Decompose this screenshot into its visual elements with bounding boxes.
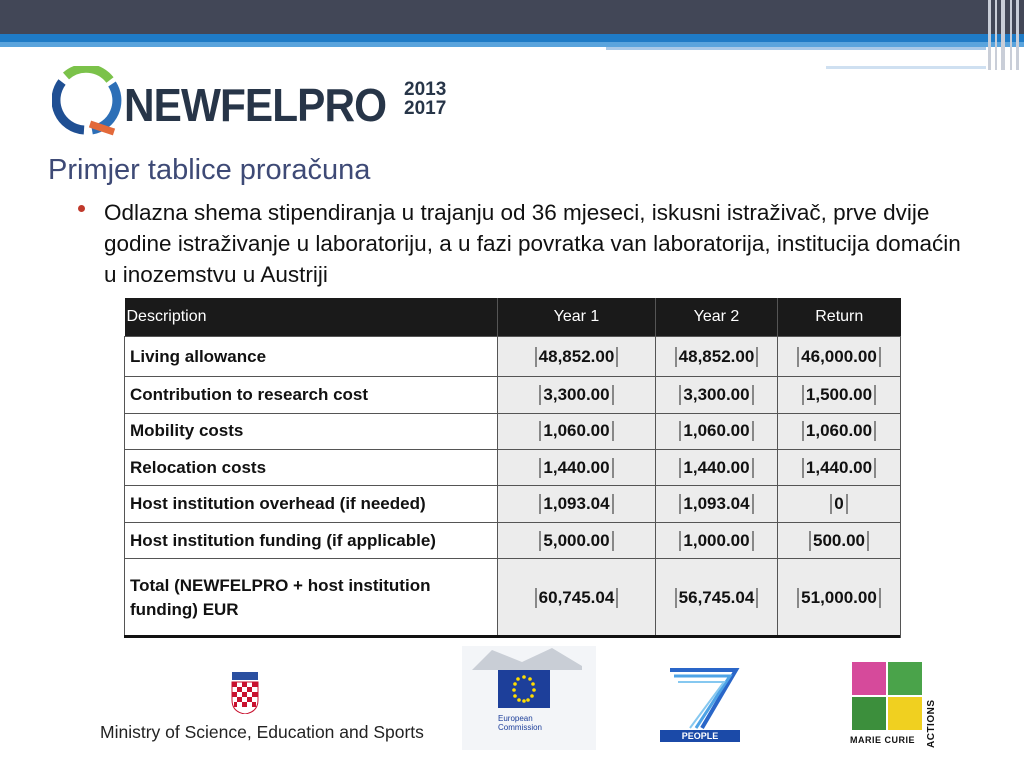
cell-return: 51,000.00 [797,588,881,608]
cell-year-2: 1,440.00 [679,458,753,478]
eu-flag-icon [498,670,550,708]
cell-year-1: 48,852.00 [535,347,619,367]
table-row [125,413,901,449]
cell-return: 500.00 [809,531,869,551]
header-year-2: Year 2 [656,298,778,337]
bullet-dot-icon [78,205,85,212]
cell-year-1: 3,300.00 [539,385,613,405]
row-description: Relocation costs [125,450,498,486]
bullet-text: Odlazna shema stipendiranja u trajanju od 36 mjeseci, iskusni istraživač, prve dvije godine istraživanje u laboratoriju, a u fazi povratka van laboratorija, institucija domaćin u inozemstvu u Austriji [104,200,961,287]
cell-return: 1,060.00 [802,421,876,441]
row-description: Host institution overhead (if needed) [125,486,498,522]
marie-curie-label: MARIE CURIE [850,735,916,745]
logo-year-end: 2017 [404,98,447,119]
header-stripes [984,0,1024,70]
cell-year-1: 1,093.04 [539,494,613,514]
header-accent-bar [0,34,1024,42]
header-bar [0,0,1024,34]
header-accent-line-short [826,66,986,69]
row-description: Host institution funding (if applicable) [125,522,498,558]
row-description: Contribution to research cost [125,377,498,413]
logo-ring-icon [52,66,124,136]
portrait-tile-icon [852,662,886,695]
logo-year-start: 2013 [404,79,447,100]
logo-wordmark: NEWFELPRO [124,79,387,131]
cell-return: 1,440.00 [802,458,876,478]
portrait-tile-icon [888,697,922,730]
table-bottom-rule [124,635,900,638]
cell-year-1: 60,745.04 [535,588,619,608]
portrait-tile-icon [852,697,886,730]
logo-years [404,80,446,118]
croatian-crest-icon [230,672,260,714]
actions-label: ACTIONS [926,699,937,748]
table-row [125,450,901,486]
marie-curie-logo [850,662,944,748]
cell-year-1: 5,000.00 [539,531,613,551]
cell-return: 0 [830,494,847,514]
slide-title: Primjer tablice proračuna [48,154,371,186]
cell-return: 1,500.00 [802,385,876,405]
table-row [125,486,901,522]
table-header-row [125,298,901,337]
cell-year-2: 1,000.00 [679,531,753,551]
cell-year-2: 48,852.00 [675,347,759,367]
table-row-total [125,559,901,638]
row-description: Total (NEWFELPRO + host institution funding) EUR [125,559,498,638]
cell-year-1: 1,440.00 [539,458,613,478]
marie-curie-portrait-grid [852,662,924,732]
cell-year-2: 1,060.00 [679,421,753,441]
newfelpro-logo [52,66,447,136]
european-commission-logo [462,646,596,750]
eu-building-icon [462,646,596,670]
fp7-seven-icon [658,664,742,730]
row-description: Mobility costs [125,413,498,449]
header-return: Return [778,298,901,337]
fp7-people-label: PEOPLE [660,730,740,742]
ministry-name: Ministry of Science, Education and Sports [100,722,424,742]
cell-return: 46,000.00 [797,347,881,367]
fp7-people-logo [658,664,742,746]
cell-year-2: 3,300.00 [679,385,753,405]
table-row [125,522,901,558]
header-year-1: Year 1 [498,298,656,337]
table-row [125,377,901,413]
cell-year-1: 1,060.00 [539,421,613,441]
eu-label: European Commission [498,714,543,732]
cell-year-2: 56,745.04 [675,588,759,608]
table-row [125,337,901,377]
budget-table [124,298,900,638]
ministry-logo [96,668,424,748]
header-description: Description [125,298,498,337]
portrait-tile-icon [888,662,922,695]
cell-year-2: 1,093.04 [679,494,753,514]
row-description: Living allowance [125,337,498,377]
